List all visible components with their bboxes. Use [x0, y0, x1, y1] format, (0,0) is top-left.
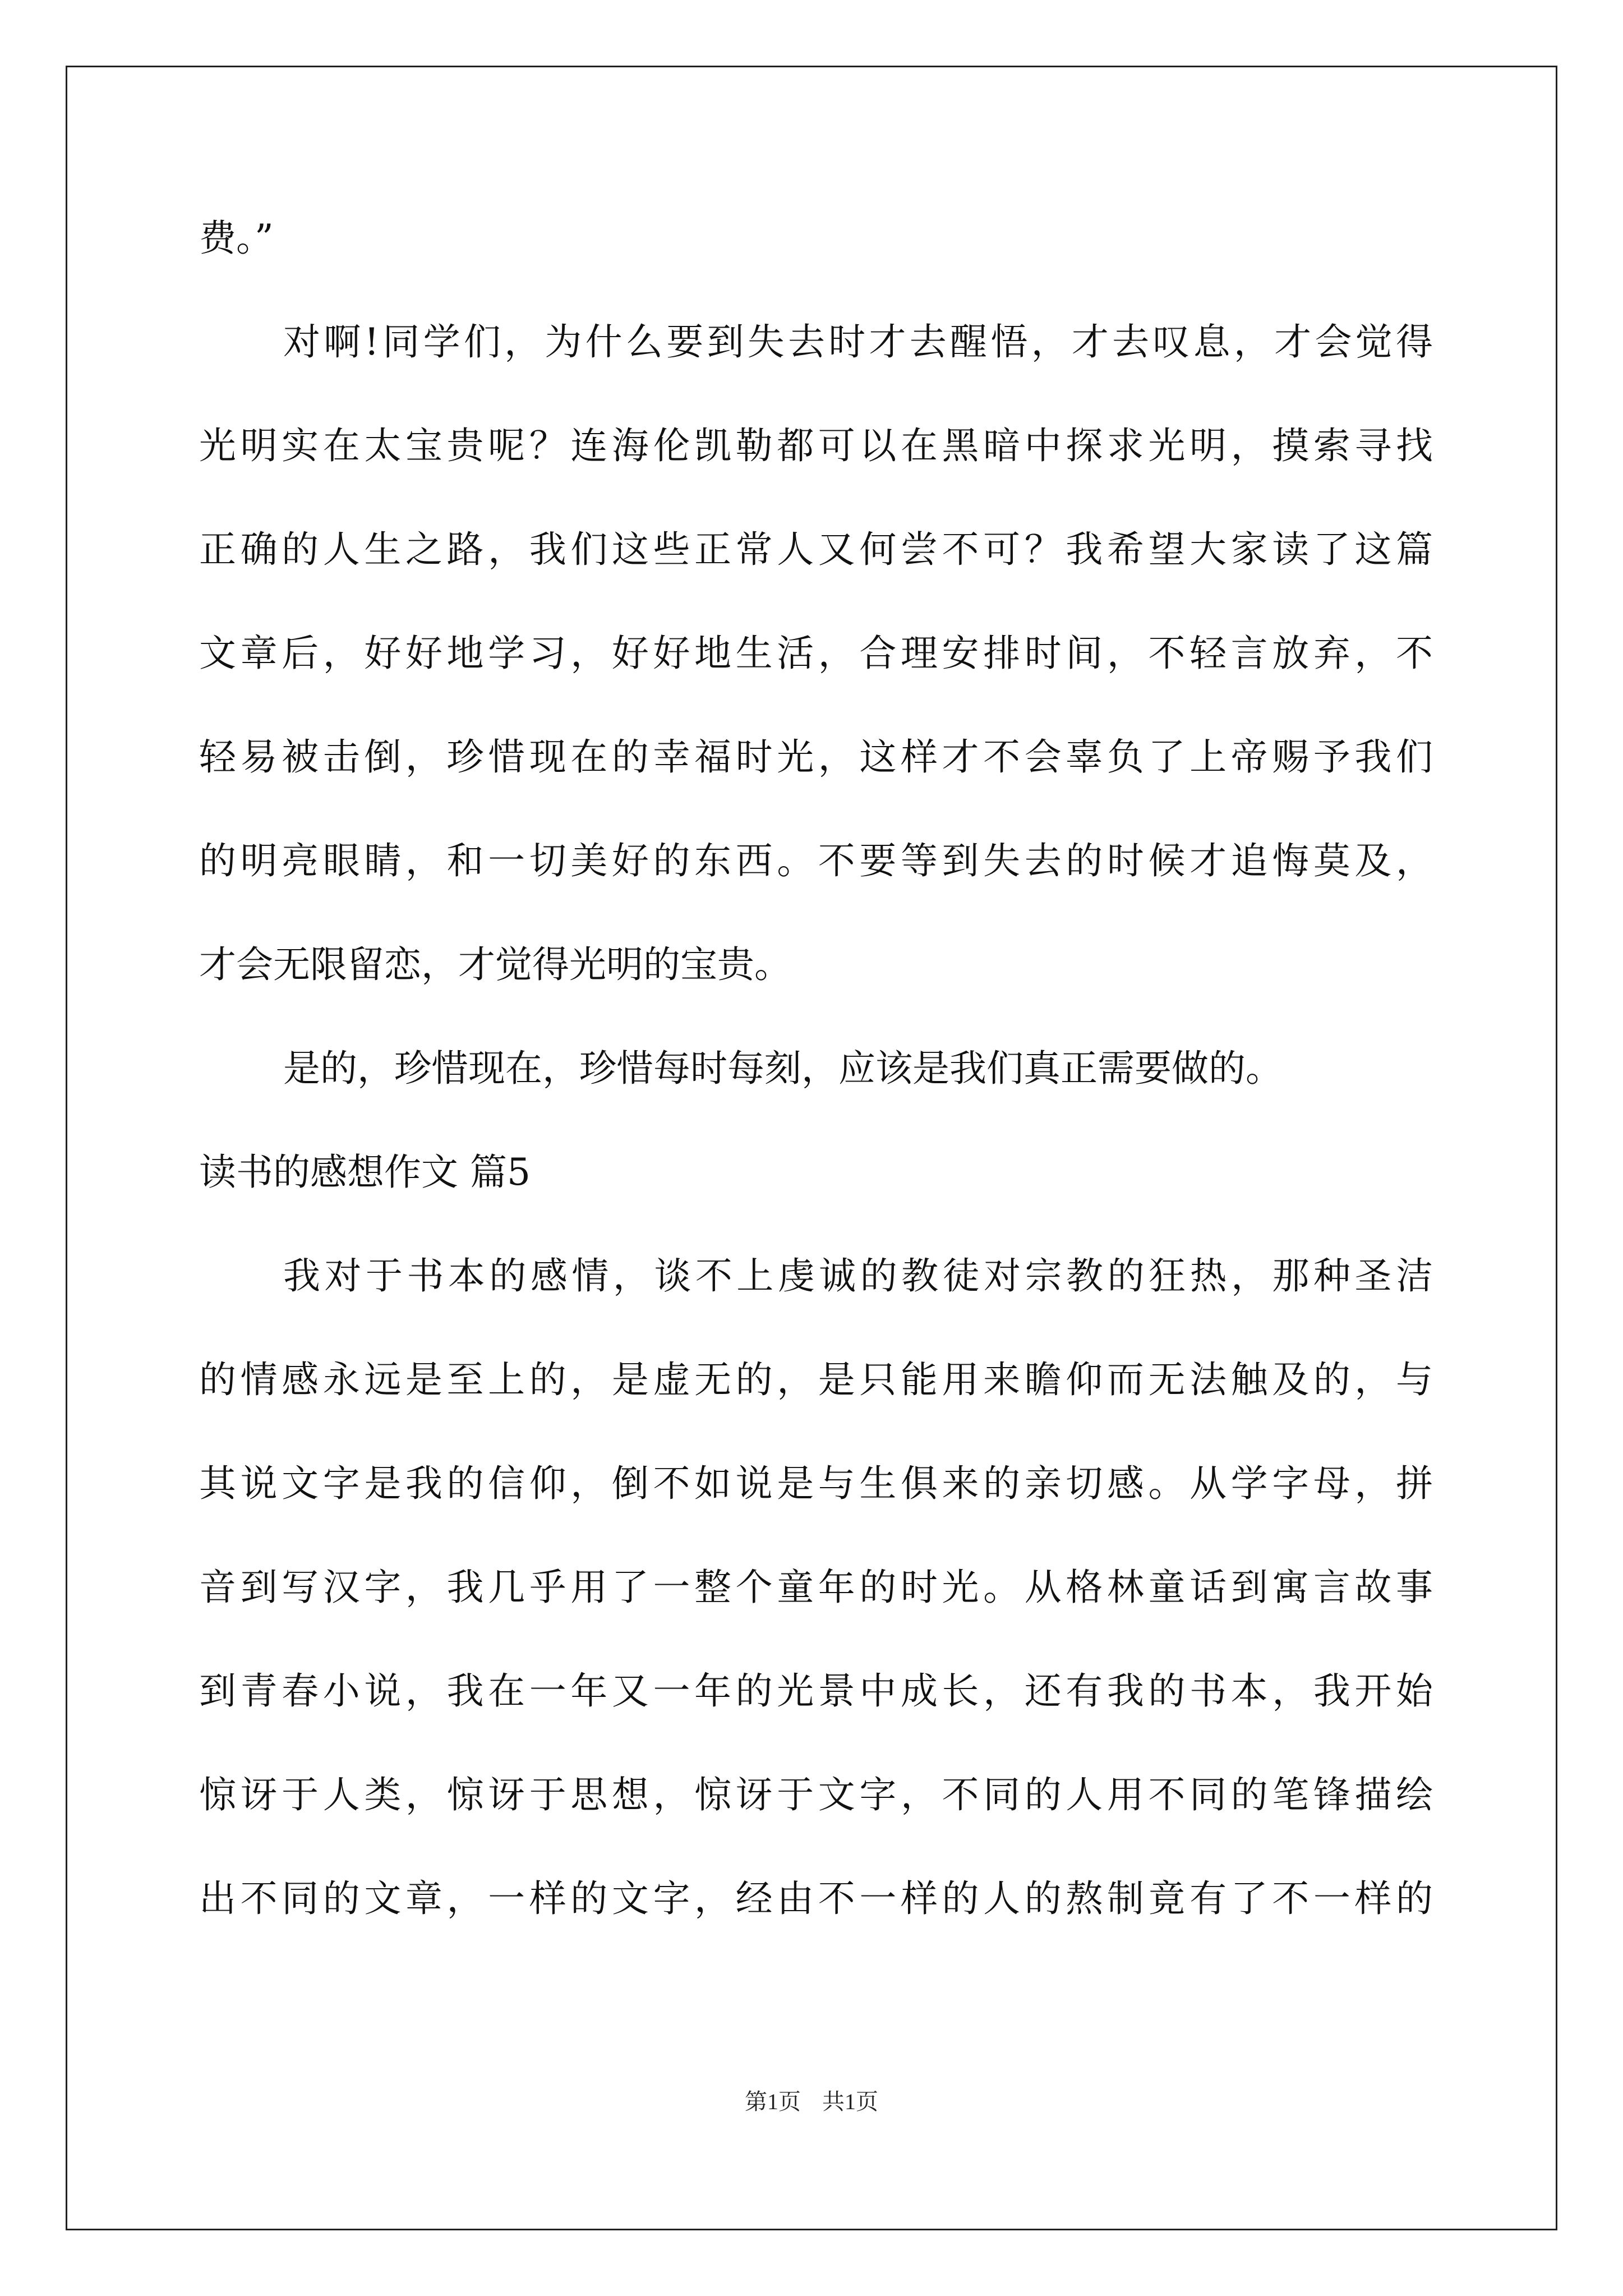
paragraph-line: 正确的人生之路，我们这些正常人又何尝不可？我希望大家读了这篇: [199, 528, 1433, 571]
paragraph-line: 的情感永远是至上的，是虚无的，是只能用来瞻仰而无法触及的，与: [199, 1358, 1433, 1401]
page-total: 共1页: [822, 2089, 878, 2114]
paragraph-line: 惊讶于人类，惊讶于思想，惊讶于文字，不同的人用不同的笔锋描绘: [199, 1773, 1433, 1816]
paragraph-line: 我对于书本的感情，谈不上虔诚的教徒对宗教的狂热，那种圣洁: [283, 1254, 1433, 1297]
paragraph-line: 是的，珍惜现在，珍惜每时每刻，应该是我们真正需要做的。: [283, 1047, 1283, 1090]
paragraph-line: 文章后，好好地学习，好好地生活，合理安排时间，不轻言放弃，不: [199, 632, 1433, 675]
paragraph-line: 轻易被击倒，珍惜现在的幸福时光，这样才不会辜负了上帝赐予我们: [199, 735, 1433, 779]
paragraph-line: 其说文字是我的信仰，倒不如说是与生俱来的亲切感。从学字母，拼: [199, 1462, 1433, 1505]
paragraph-line: 的明亮眼睛，和一切美好的东西。不要等到失去的时候才追悔莫及，: [199, 839, 1433, 882]
page-footer: [0, 2084, 1623, 2116]
paragraph-line: 到青春小说，我在一年又一年的光景中成长，还有我的书本，我开始: [199, 1669, 1433, 1713]
paragraph-line: 对啊!同学们，为什么要到失去时才去醒悟，才去叹息，才会觉得: [283, 320, 1433, 364]
paragraph-line: 音到写汉字，我几乎用了一整个童年的时光。从格林童话到寓言故事: [199, 1566, 1433, 1609]
paragraph-line: 光明实在太宝贵呢？连海伦凯勒都可以在黑暗中探求光明，摸索寻找: [199, 424, 1433, 467]
section-heading: 读书的感想作文 篇5: [199, 1151, 531, 1194]
page-number: 第1页: [745, 2089, 801, 2114]
paragraph-line: 出不同的文章，一样的文字，经由不一样的人的熬制竟有了不一样的: [199, 1877, 1433, 1920]
text-line: 费。”: [199, 217, 274, 260]
paragraph-line: 才会无限留恋，才觉得光明的宝贵。: [199, 943, 791, 986]
